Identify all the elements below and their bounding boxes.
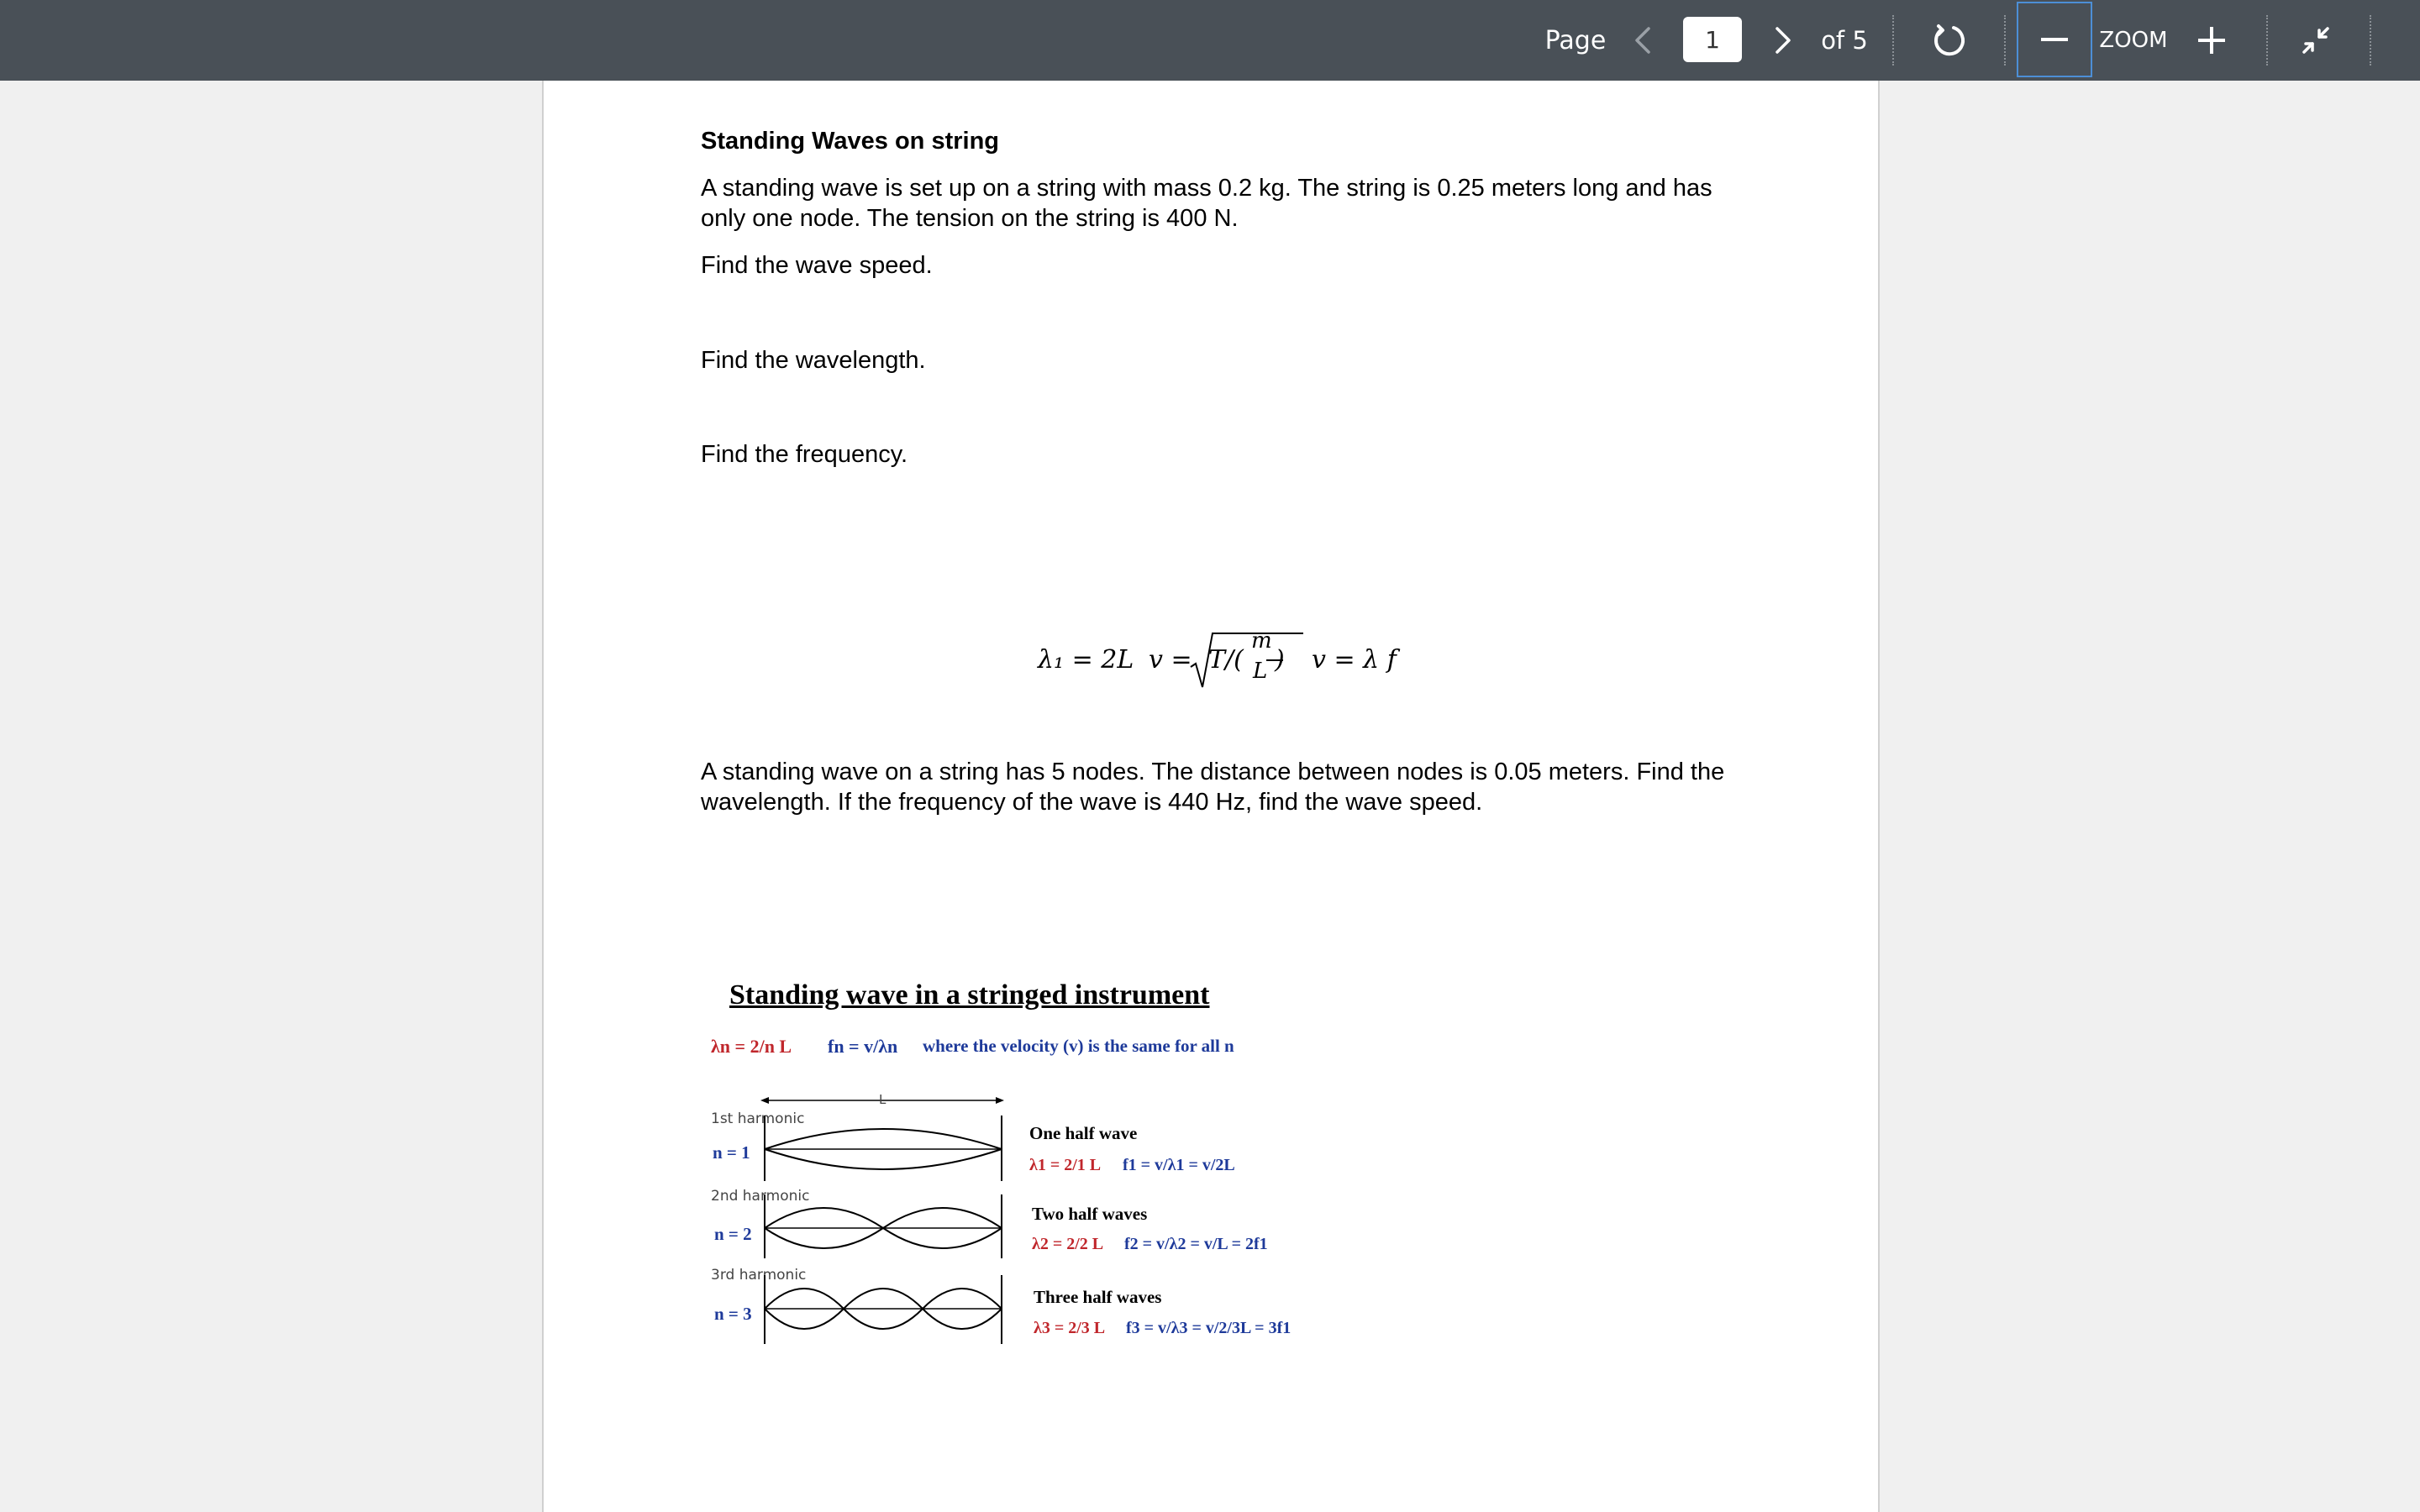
formula-tension: T/( [1208, 645, 1244, 675]
page-label: Page [1544, 25, 1607, 55]
general-lambda-formula: λn = 2/n L [711, 1036, 792, 1057]
formula-m: m [1251, 628, 1272, 654]
formula-l: L [1253, 659, 1268, 684]
harmonic-2-label: 2nd harmonic [711, 1188, 810, 1205]
problem-2-line-2: wavelength. If the frequency of the wave is 440 Hz, find the wave speed. [701, 789, 1483, 816]
page-title: Standing Waves on string [701, 128, 1000, 155]
harmonic-1-freq: f1 = v/λ1 = v/2L [1123, 1156, 1235, 1174]
harmonic-3-freq: f3 = v/λ3 = v/2/3L = 3f1 [1126, 1319, 1292, 1337]
sqrt-symbol [1189, 628, 1307, 692]
page-count: of 5 [1821, 26, 1868, 55]
page-number-input[interactable] [1683, 17, 1742, 62]
question-frequency: Find the frequency. [701, 441, 908, 468]
harmonic-2-n: n = 2 [714, 1224, 752, 1244]
toolbar-divider [2004, 15, 2006, 66]
velocity-note: where the velocity (v) is the same for all n [923, 1036, 1234, 1056]
harmonic-3-lambda: λ3 = 2/3 L [1034, 1319, 1106, 1337]
figure-title: Standing wave in a stringed instrument [729, 979, 1210, 1011]
collapse-icon[interactable] [2292, 0, 2339, 81]
toolbar-divider [2266, 15, 2268, 66]
harmonic-1-label: 1st harmonic [711, 1110, 805, 1127]
harmonic-1-n: n = 1 [713, 1142, 750, 1163]
plus-icon[interactable] [2188, 0, 2235, 81]
pdf-toolbar [0, 0, 2420, 81]
harmonic-2-freq: f2 = v/λ2 = v/L = 2f1 [1124, 1235, 1268, 1253]
harmonic-1-lambda: λ1 = 2/1 L [1029, 1156, 1102, 1174]
problem-1-line-1: A standing wave is set up on a string with mass 0.2 kg. The string is 0.25 meters long and has [701, 175, 1712, 202]
harmonic-2-lambda: λ2 = 2/2 L [1032, 1235, 1104, 1253]
formula-v-lambda-f: v = λ f [1312, 645, 1397, 675]
zoom-label: ZOOM [2099, 28, 2168, 53]
general-frequency-formula: fn = v/λn [828, 1036, 898, 1057]
formula-v-prefix: v = [1149, 645, 1192, 675]
question-wavelength: Find the wavelength. [701, 347, 926, 374]
problem-2-line-1: A standing wave on a string has 5 nodes. The distance between nodes is 0.05 meters. Find the [701, 759, 1725, 785]
length-label: L [879, 1092, 886, 1107]
standing-wave-diagram [756, 1116, 1008, 1351]
minus-icon [2041, 37, 2068, 42]
chevron-left-icon[interactable] [1626, 0, 1660, 81]
harmonic-1-desc: One half wave [1029, 1123, 1138, 1143]
formula-close: ) [1275, 645, 1285, 675]
rotate-icon[interactable] [1924, 0, 1975, 81]
harmonic-2-desc: Two half waves [1032, 1204, 1148, 1224]
question-wave-speed: Find the wave speed. [701, 252, 933, 279]
chevron-right-icon[interactable] [1765, 0, 1802, 81]
problem-1-line-2: only one node. The tension on the string is 400 N. [701, 205, 1239, 232]
harmonic-3-desc: Three half waves [1034, 1287, 1162, 1307]
toolbar-divider [2370, 15, 2371, 66]
harmonic-3-n: n = 3 [714, 1304, 752, 1324]
formula-lambda: λ₁ = 2L [1038, 645, 1134, 675]
zoom-out-button[interactable] [2017, 2, 2092, 77]
harmonic-3-label: 3rd harmonic [711, 1267, 807, 1284]
toolbar-divider [1892, 15, 1894, 66]
